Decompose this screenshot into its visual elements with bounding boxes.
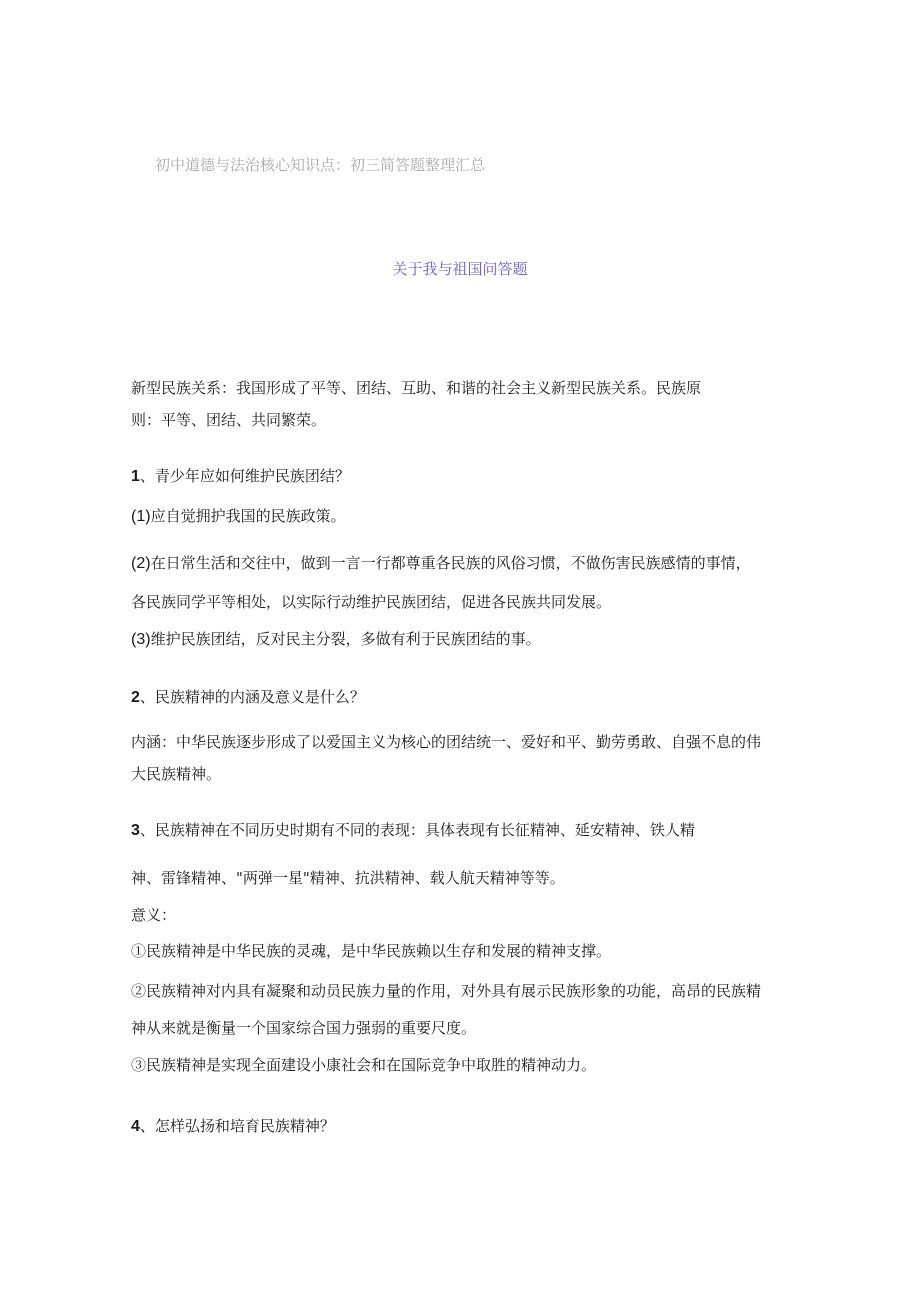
document-title: 初中道德与法治核心知识点：初三简答题整理汇总 bbox=[155, 156, 486, 174]
question-number: 4 bbox=[131, 1118, 140, 1135]
answer-text: 维护民族团结，反对民主分裂，多做有利于民族团结的事。 bbox=[150, 630, 541, 648]
intro-line-1: 新型民族关系：我国形成了平等、团结、互助、和谐的社会主义新型民族关系。民族原 bbox=[131, 379, 702, 397]
q1-answer-3 bbox=[131, 629, 541, 650]
intro-line-2: 则：平等、团结、共同繁荣。 bbox=[131, 411, 327, 429]
answer-text: 应自觉拥护我国的民族政策。 bbox=[150, 507, 346, 525]
q3-meaning-1: ①民族精神是中华民族的灵魂，是中华民族赖以生存和发展的精神支撑。 bbox=[131, 942, 612, 960]
answer-marker: (3) bbox=[131, 631, 151, 648]
q2-answer-line-2: 大民族精神。 bbox=[131, 765, 222, 783]
question-1 bbox=[131, 466, 350, 487]
answer-marker: (2) bbox=[131, 555, 151, 572]
question-text: 、民族精神的内涵及意义是什么？ bbox=[139, 688, 365, 706]
section-title: 关于我与祖国问答题 bbox=[392, 260, 528, 278]
q3-line-2: 神、雷锋精神、"两弹一星"精神、抗洪精神、载人航天精神等等。 bbox=[131, 869, 565, 887]
question-text: 、青少年应如何维护民族团结？ bbox=[139, 467, 350, 485]
q1-answer-2 bbox=[131, 553, 751, 574]
question-number: 2 bbox=[131, 689, 140, 706]
answer-marker: (1) bbox=[131, 508, 151, 525]
q1-answer-2-cont: 各民族同学平等相处，以实际行动维护民族团结，促进各民族共同发展。 bbox=[131, 593, 612, 611]
question-number: 3 bbox=[131, 822, 140, 839]
question-text: 、怎样弘扬和培育民族精神？ bbox=[139, 1117, 335, 1135]
question-3 bbox=[131, 820, 695, 841]
question-4 bbox=[131, 1116, 335, 1137]
answer-text: 在日常生活和交往中，做到一言一行都尊重各民族的风俗习惯，不做伤害民族感情的事情， bbox=[150, 554, 751, 572]
q3-meaning-2-line-1: ②民族精神对内具有凝聚和动员民族力量的作用，对外具有展示民族形象的功能，高昂的民族精 bbox=[131, 982, 762, 1000]
q3-meaning-3: ③民族精神是实现全面建设小康社会和在国际竞争中取胜的精神动力。 bbox=[131, 1056, 597, 1074]
q2-answer-line-1: 内涵：中华民族逐步形成了以爱国主义为核心的团结统一、爱好和平、勤劳勇敢、自强不息的伟 bbox=[131, 733, 762, 751]
q1-answer-1 bbox=[131, 506, 346, 527]
question-2 bbox=[131, 687, 365, 708]
question-text: 、民族精神在不同历史时期有不同的表现：具体表现有长征精神、延安精神、铁人精 bbox=[139, 821, 695, 839]
question-number: 1 bbox=[131, 468, 140, 485]
q3-meaning-2-line-2: 神从来就是衡量一个国家综合国力强弱的重要尺度。 bbox=[131, 1019, 477, 1037]
q3-meaning-label: 意义： bbox=[131, 906, 177, 924]
